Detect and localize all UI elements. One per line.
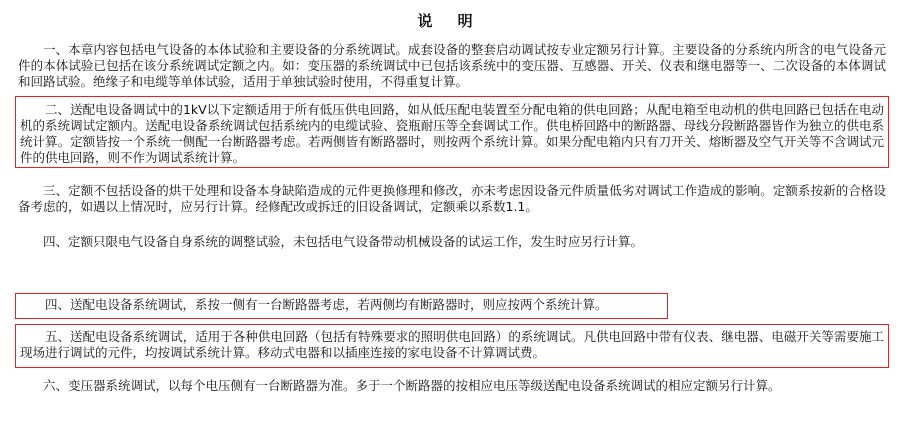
- paragraph-3: 三、定额不包括设备的烘干处理和设备本身缺陷造成的元件更换修理和修改，亦未考虑因设备元件质量低劣对调试工作造成的影响。定额系按新的合格设备考虑的，如遇以上情况时，应另行计算。经修配改或拆迁的旧设备调试，定额乘以系数1.1。: [18, 183, 886, 214]
- paragraph-2: 二、送配电设备调试中的1kV以下定额适用于所有低压供电回路，如从低压配电装置至分配电箱的供电回路；从配电箱至电动机的供电回路已包括在电动机的系统调试定额内。送配电设备系统调试包括系统内的电缆试验、瓷瓶耐压等全套调试工作。供电桥回路中的断路器、母线分段断路器皆作为独立的供电系统计算。定额皆按一个系统一侧配一台断路器考虑。若两侧皆有断路器时，则按两个系统计算。如果分配电箱内只有刀开关、熔断器及空气开关等不含调试元件的供电回路，则不作为调试系统计算。: [20, 102, 884, 165]
- paragraph-1: 一、本章内容包括电气设备的本体试验和主要设备的分系统调试。成套设备的整套启动调试按专业定额另行计算。主要设备的分系统内所含的电气设备元件的本体试验已包括在该分系统调试定额之内。如：变压器的系统调试中已包括该系统中的变压器、互感器、开关、仪表和继电器等一、二次设备的本体调试和回路试验。绝缘子和电缆等单体试验，适用于单独试验时使用，不得重复计算。: [18, 42, 886, 89]
- paragraph-5: 四、送配电设备系统调试，系按一侧有一台断路器考虑，若两侧均有断路器时，则应按两个系统计算。: [45, 297, 608, 312]
- paragraph-6: 五、送配电设备系统调试，适用于各种供电回路（包括有特殊要求的照明供电回路）的系统调试。凡供电回路中带有仪表、继电器、电磁开关等需要施工现场进行调试的元件，均按调试系统计算。移动式电器和以插座连接的家电设备不计算调试费。: [20, 329, 884, 360]
- paragraph-4: 四、定额只限电气设备自身系统的调整试验，未包括电气设备带动机械设备的试运工作，发生时应另行计算。: [43, 234, 644, 249]
- paragraph-7: 六、变压器系统调试，以每个电压侧有一台断路器为准。多于一个断路器的按相应电压等级送配电设备系统调试的相应定额另行计算。: [43, 378, 781, 393]
- page-title: 说 明: [417, 12, 483, 30]
